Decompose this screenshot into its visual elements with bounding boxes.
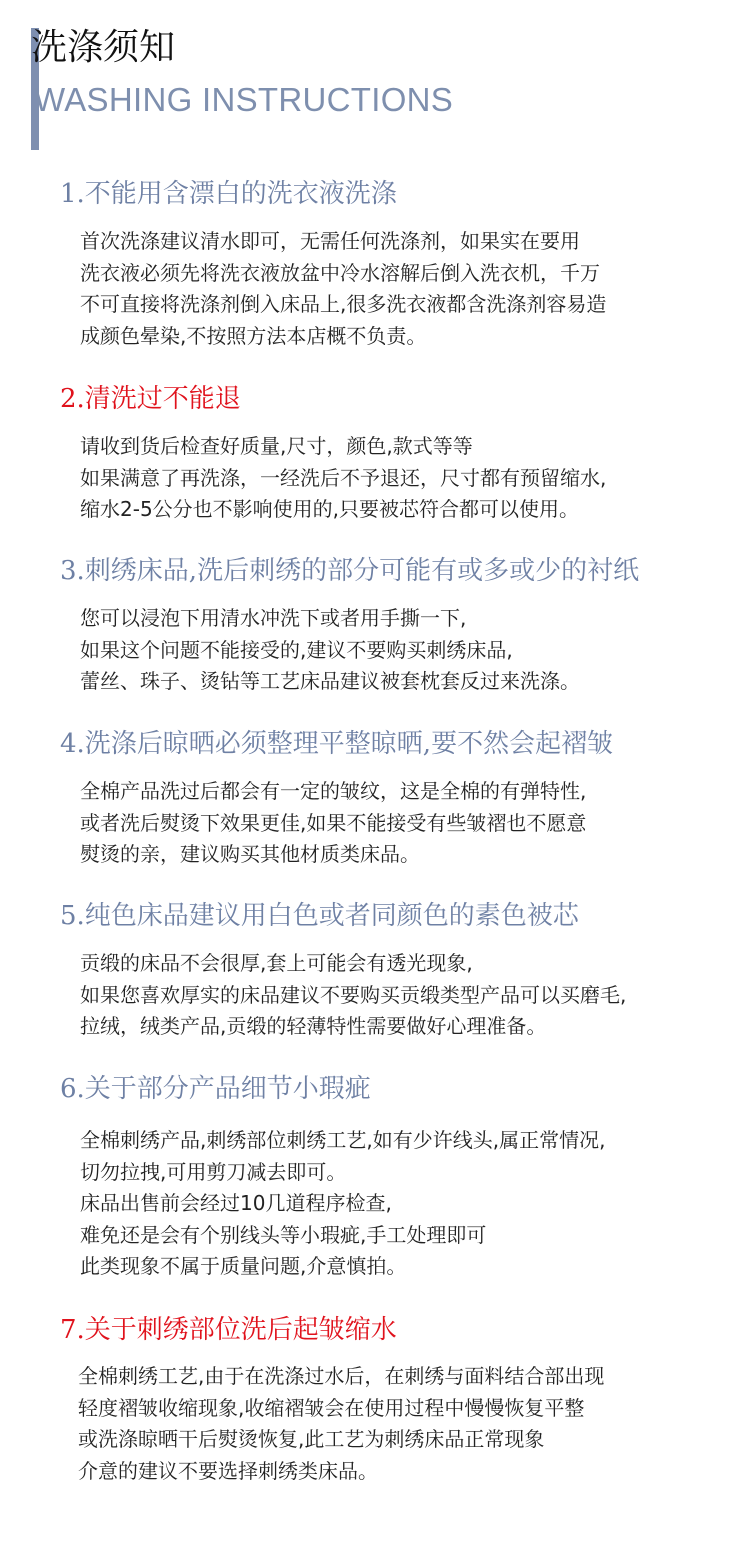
section-body	[80, 431, 748, 526]
body-line: 如果您喜欢厚实的床品建议不要购买贡缎类型产品可以买磨毛,	[80, 982, 627, 1007]
body-line: 切勿拉拽,可用剪刀减去即可。	[80, 1159, 347, 1184]
section-heading: 2.清洗过不能退	[60, 384, 241, 414]
section-heading: 6.关于部分产品细节小瑕疵	[60, 1074, 371, 1104]
body-line: 全棉产品洗过后都会有一定的皱纹，这是全棉的有弹特性,	[80, 779, 587, 803]
page-subtitle: WASHING INSTRUCTIONS	[34, 81, 454, 118]
body-line: 成颜色晕染,不按照方法本店概不负责。	[80, 323, 427, 348]
body-line: 您可以浸泡下用清水冲洗下或者用手撕一下,	[80, 606, 467, 630]
section-body	[80, 603, 748, 698]
body-line: 不可直接将洗涤剂倒入床品上,很多洗衣液都含洗涤剂容易造	[80, 292, 607, 316]
body-line: 拉绒，绒类产品,贡缎的轻薄特性需要做好心理准备。	[80, 1014, 547, 1038]
section-heading: 1.不能用含漂白的洗衣液洗涤	[60, 179, 397, 209]
body-line: 或者洗后熨烫下效果更佳,如果不能接受有些皱褶也不愿意	[80, 810, 587, 835]
body-line: 蕾丝、珠子、烫钻等工艺床品建议被套枕套反过来洗涤。	[80, 669, 580, 693]
section-heading: 7.关于刺绣部位洗后起皱缩水	[60, 1315, 397, 1345]
body-line: 或洗涤晾晒干后熨烫恢复,此工艺为刺绣床品正常现象	[78, 1427, 545, 1451]
body-line: 全棉刺绣产品,刺绣部位刺绣工艺,如有少许线头,属正常情况,	[80, 1128, 606, 1152]
body-line: 此类现象不属于质量问题,介意慎拍。	[80, 1254, 407, 1278]
section-body	[80, 776, 748, 871]
section-body	[80, 226, 748, 352]
page-title: 洗涤须知	[31, 27, 176, 68]
body-line: 贡缎的床品不会很厚,套上可能会有透光现象,	[80, 951, 473, 975]
body-line: 请收到货后检查好质量,尺寸，颜色,款式等等	[80, 434, 473, 458]
body-line: 洗衣液必须先将洗衣液放盆中冷水溶解后倒入洗衣机，千万	[80, 260, 600, 285]
section-heading: 3.刺绣床品,洗后刺绣的部分可能有或多或少的衬纸	[60, 556, 640, 586]
body-line: 如果这个问题不能接受的,建议不要购买刺绣床品,	[80, 637, 513, 662]
body-line: 熨烫的亲，建议购买其他材质类床品。	[80, 842, 420, 866]
body-line: 首次洗涤建议清水即可，无需任何洗涤剂，如果实在要用	[80, 229, 580, 253]
body-line: 轻度褶皱收缩现象,收缩褶皱会在使用过程中慢慢恢复平整	[78, 1395, 585, 1420]
body-line: 难免还是会有个别线头等小瑕疵,手工处理即可	[80, 1222, 487, 1247]
section-body	[78, 1361, 746, 1487]
body-line: 床品出售前会经过10几道程序检查,	[80, 1191, 392, 1215]
section-heading: 5.纯色床品建议用白色或者同颜色的素色被芯	[60, 901, 579, 931]
body-line: 如果满意了再洗涤，一经洗后不予退还，尺寸都有预留缩水,	[80, 465, 607, 490]
body-line: 全棉刺绣工艺,由于在洗涤过水后，在刺绣与面料结合部出现	[78, 1364, 605, 1388]
section-body	[80, 948, 748, 1043]
body-line: 介意的建议不要选择刺绣类床品。	[78, 1458, 378, 1483]
section-heading: 4.洗涤后晾晒必须整理平整晾晒,要不然会起褶皱	[60, 729, 614, 759]
body-line: 缩水2-5公分也不影响使用的,只要被芯符合都可以使用。	[80, 497, 580, 521]
section-body	[80, 1125, 748, 1283]
